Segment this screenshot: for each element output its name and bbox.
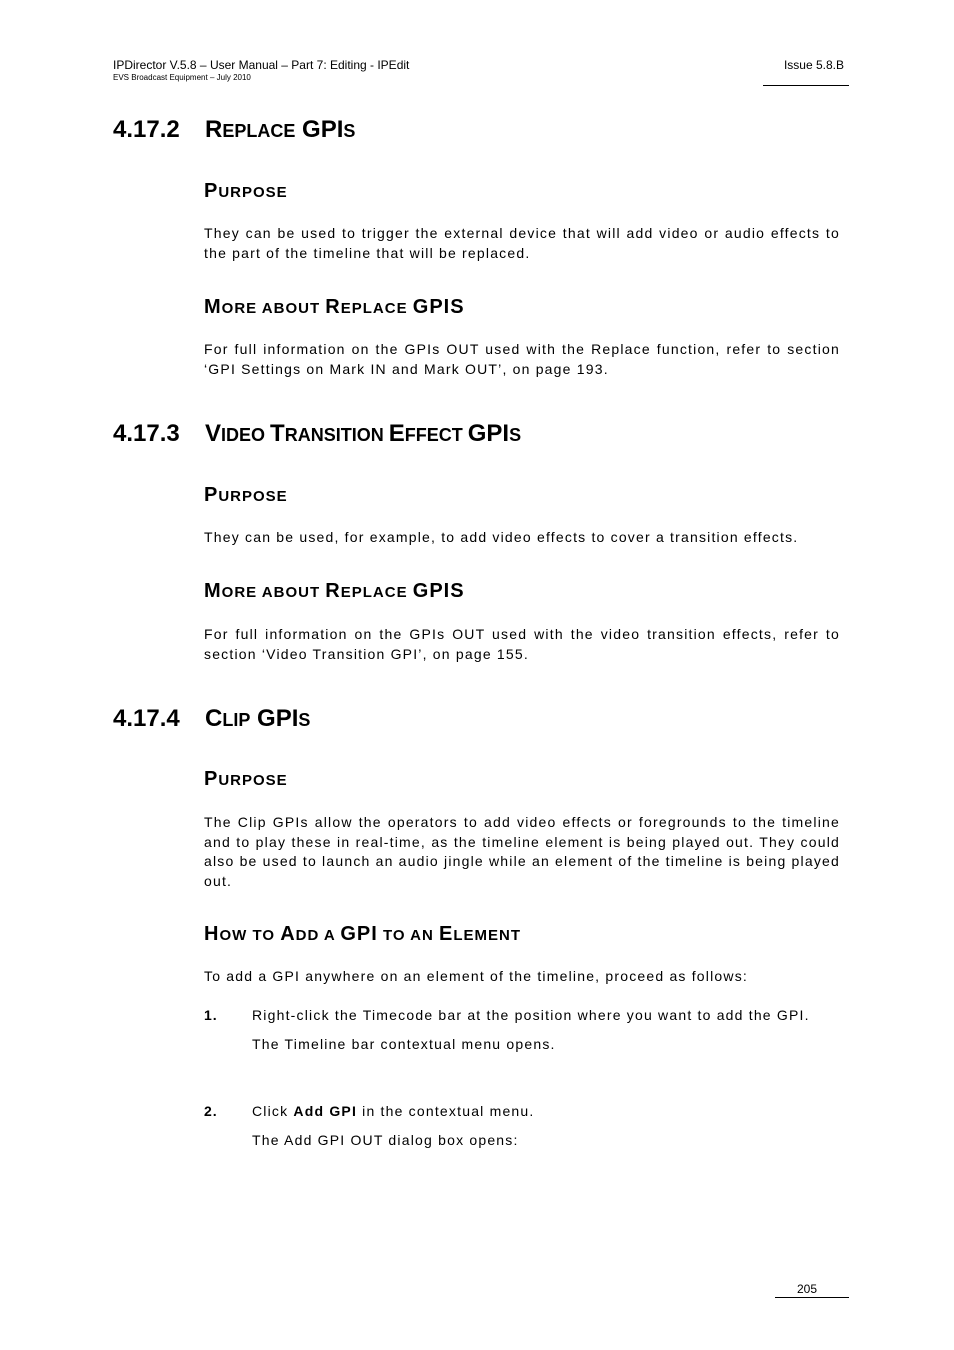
heading-fragment: URPOSE xyxy=(218,184,288,201)
page-number: 205 xyxy=(796,1282,817,1296)
more-about-paragraph: For full information on the GPIs OUT used with the Replace function, refer to section ‘GPI Settings on Mark IN and Mark OUT’, on page 193. xyxy=(204,341,840,377)
heading-fragment: ORE ABOUT xyxy=(221,300,326,317)
heading-fragment: M xyxy=(204,580,222,602)
heading-fragment: R xyxy=(325,296,341,318)
step-ui-label: Add GPI xyxy=(293,1103,358,1119)
subsection-heading-purpose xyxy=(204,179,288,205)
step-text: Right-click the Timecode bar at the position where you want to add the GPI. xyxy=(252,1007,810,1023)
heading-fragment: C xyxy=(205,705,223,732)
heading-fragment: URPOSE xyxy=(218,772,288,789)
heading-fragment: RANSITION xyxy=(284,425,389,445)
heading-fragment: FFECT xyxy=(404,425,468,445)
heading-fragment: S xyxy=(509,425,522,445)
section-heading-4-17-3 xyxy=(113,419,521,450)
step-text-before: Click xyxy=(252,1103,294,1119)
heading-fragment: R xyxy=(205,116,223,143)
heading-fragment: P xyxy=(204,180,219,202)
heading-fragment: EPLACE xyxy=(340,584,413,601)
section-number: 4.17.2 xyxy=(113,116,180,143)
subsection-heading-more-about xyxy=(204,579,465,605)
heading-fragment: M xyxy=(204,296,222,318)
step-number: 1. xyxy=(204,1007,218,1023)
heading-fragment: E xyxy=(439,923,454,945)
heading-fragment: TO AN xyxy=(377,927,439,944)
heading-fragment: LIP xyxy=(222,710,251,730)
header-rule xyxy=(763,85,849,86)
header-issue: Issue 5.8.B xyxy=(783,58,844,72)
section-heading-4-17-2 xyxy=(113,115,355,146)
heading-fragment: P xyxy=(204,768,219,790)
heading-fragment: GPI xyxy=(467,420,510,447)
header-title: IPDirector V.5.8 – User Manual – Part 7: Editing - IPEdit xyxy=(113,58,410,72)
heading-fragment: E xyxy=(388,420,405,447)
heading-fragment: OW TO xyxy=(219,927,281,944)
heading-fragment: GPIS xyxy=(412,580,465,602)
subsection-heading-purpose xyxy=(204,483,288,509)
heading-fragment: EPLACE xyxy=(222,121,296,141)
step-result: The Timeline bar contextual menu opens. xyxy=(252,1036,556,1052)
footer-rule xyxy=(775,1297,849,1298)
heading-fragment: A xyxy=(280,923,296,945)
heading-fragment: S xyxy=(343,121,356,141)
section-title xyxy=(205,420,521,447)
heading-fragment: URPOSE xyxy=(218,488,288,505)
step-text-after: in the contextual menu. xyxy=(357,1103,535,1119)
heading-fragment: LEMENT xyxy=(453,927,522,944)
heading-fragment: GPI xyxy=(250,705,299,732)
section-title xyxy=(205,116,355,143)
heading-fragment: S xyxy=(298,710,311,730)
step-result: The Add GPI OUT dialog box opens: xyxy=(252,1132,519,1148)
subsection-heading-more-about xyxy=(204,295,465,321)
section-heading-4-17-4 xyxy=(113,704,310,735)
heading-fragment: EPLACE xyxy=(340,300,413,317)
section-number: 4.17.4 xyxy=(113,705,180,732)
heading-fragment: DD A xyxy=(295,927,341,944)
purpose-paragraph: They can be used to trigger the external device that will add video or audio effects to the part of the timeline that will be replaced. xyxy=(204,225,840,261)
more-about-paragraph: For full information on the GPIs OUT used with the video transition effects, refer to section ‘Video Transition GPI’, on page 155. xyxy=(204,626,840,662)
step-number: 2. xyxy=(204,1103,218,1119)
heading-fragment: R xyxy=(325,580,341,602)
heading-fragment: IDEO xyxy=(221,425,271,445)
heading-fragment: T xyxy=(270,420,285,447)
subsection-heading-purpose xyxy=(204,767,288,793)
heading-fragment: V xyxy=(205,420,222,447)
heading-fragment: P xyxy=(204,484,219,506)
step-text xyxy=(252,1102,852,1121)
heading-fragment: GPIS xyxy=(412,296,465,318)
purpose-paragraph: The Clip GPIs allow the operators to add video effects or foregrounds to the timeline and to play these in real-time, as the timeline element is being played out. They could also be used to launch an audio jingle while an element of the timeline is being played out. xyxy=(204,814,840,889)
heading-fragment: GPI xyxy=(340,923,378,945)
section-number: 4.17.3 xyxy=(113,420,180,447)
heading-fragment: ORE ABOUT xyxy=(221,584,326,601)
heading-fragment: H xyxy=(204,923,220,945)
header-subtitle: EVS Broadcast Equipment – July 2010 xyxy=(113,73,251,82)
how-to-intro: To add a GPI anywhere on an element of the timeline, proceed as follows: xyxy=(204,968,748,984)
subsection-heading-how-to xyxy=(204,922,521,948)
heading-fragment: GPI xyxy=(295,116,344,143)
section-title xyxy=(205,705,310,732)
purpose-paragraph: They can be used, for example, to add video effects to cover a transition effects. xyxy=(204,529,799,545)
